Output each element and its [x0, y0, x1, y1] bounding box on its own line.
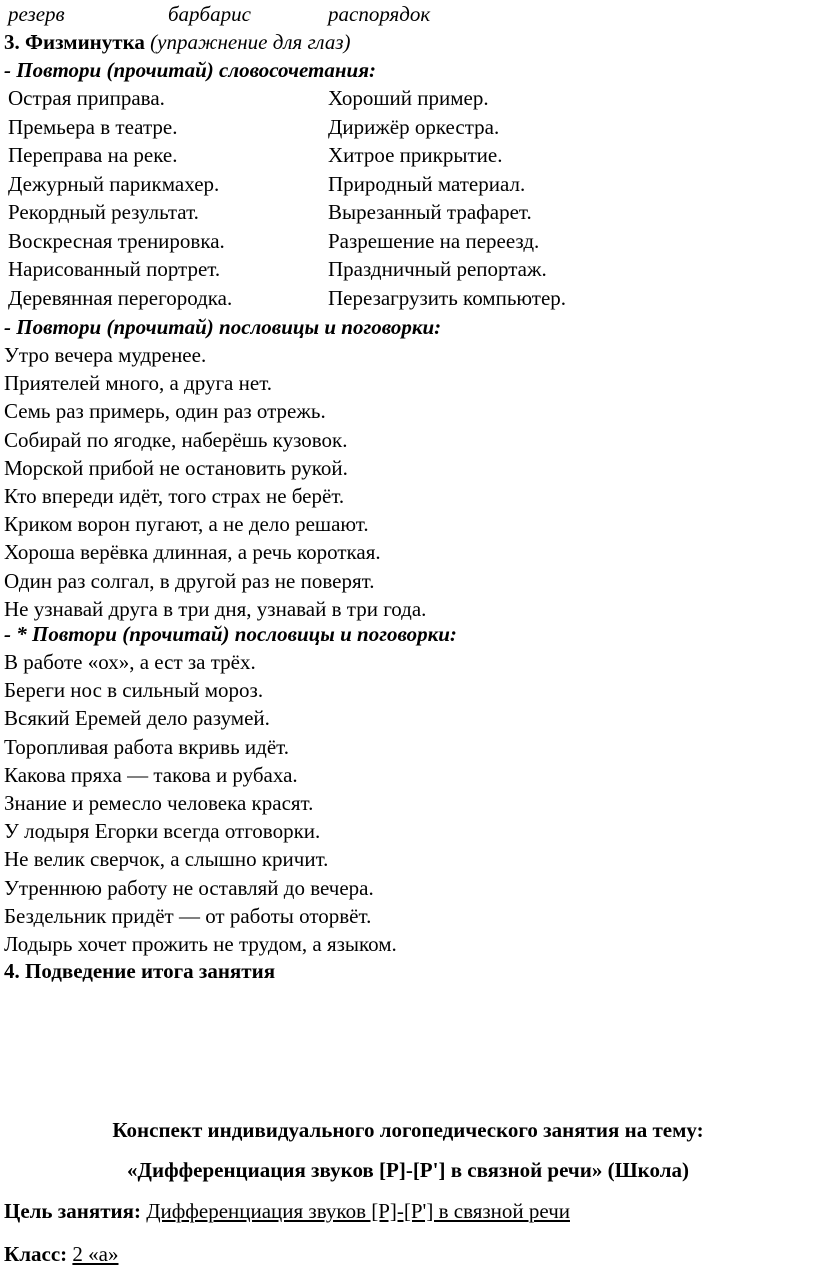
- proverb-line: Всякий Еремей дело разумей.: [4, 706, 270, 731]
- word-item: барбарис: [168, 2, 251, 26]
- konspekt-title-line-2: «Дифференциация звуков [Р]-[Р'] в связной речи» (Школа): [127, 1158, 689, 1182]
- proverb-line: Морской прибой не остановить рукой.: [4, 455, 348, 480]
- phrase-right: Праздничный репортаж.: [328, 257, 547, 281]
- section-3-title: 3. Физминутка: [4, 30, 145, 54]
- phrases-heading: - Повтори (прочитай) словосочетания:: [4, 58, 377, 82]
- word-list-row: [168, 4, 251, 25]
- proverb-line: Хороша верёвка длинная, а речь короткая.: [4, 540, 381, 565]
- section-3-heading: [4, 32, 351, 53]
- proverb-line: Один раз солгал, в другой раз не поверят.: [4, 568, 375, 593]
- proverb-line: Собирай по ягодке, наберёшь кузовок.: [4, 427, 348, 452]
- phrase-left: Переправа на реке.: [8, 143, 178, 167]
- phrase-left: Премьера в театре.: [8, 114, 178, 139]
- goal-value: Дифференциация звуков [Р]-[Р'] в связной речи: [146, 1199, 570, 1223]
- section-3-subtitle: (упражнение для глаз): [150, 30, 351, 54]
- proverb-line: Кто впереди идёт, того страх не берёт.: [4, 484, 345, 508]
- proverb-line: Утреннюю работу не оставляй до вечера.: [4, 875, 374, 900]
- phrase-right: Хитрое прикрытие.: [328, 143, 503, 167]
- phrase-left: Деревянная перегородка.: [8, 285, 233, 310]
- proverb-line: Береги нос в сильный мороз.: [4, 678, 264, 703]
- proverb-line: Семь раз примерь, один раз отрежь.: [4, 399, 326, 424]
- proverbs-heading-2-prefix: - *: [4, 622, 32, 646]
- proverb-line: В работе «ох», а ест за трёх.: [4, 650, 256, 674]
- phrase-right: Вырезанный трафарет.: [328, 200, 532, 224]
- proverb-line: Приятелей много, а друга нет.: [4, 371, 273, 396]
- goal-label: Цель занятия:: [4, 1199, 141, 1223]
- proverbs-heading-2: [4, 624, 457, 645]
- word-list-row: [328, 4, 430, 25]
- proverb-line: Криком ворон пугают, а не дело решают.: [4, 512, 369, 537]
- proverb-line: Бездельник придёт — от работы оторвёт.: [4, 903, 372, 928]
- proverb-line: Торопливая работа вкривь идёт.: [4, 734, 289, 759]
- phrase-left: Дежурный парикмахер.: [8, 171, 220, 196]
- phrase-left: Нарисованный портрет.: [8, 257, 221, 281]
- proverb-line: Лодырь хочет прожить не трудом, а языком.: [4, 932, 397, 956]
- word-item: резерв: [8, 2, 65, 26]
- proverb-line: Знание и ремесло человека красят.: [4, 791, 314, 815]
- proverb-line: Утро вечера мудренее.: [4, 343, 207, 367]
- class-row: [4, 1244, 118, 1265]
- word-item: распорядок: [328, 2, 431, 26]
- proverb-line: У лодыря Егорки всегда отговорки.: [4, 819, 321, 844]
- proverbs-heading-1: - Повтори (прочитай) пословицы и поговорки:: [4, 315, 442, 339]
- phrase-right: Перезагрузить компьютер.: [328, 285, 567, 310]
- goal-row: [4, 1201, 584, 1222]
- class-label: Класс:: [4, 1242, 68, 1266]
- phrase-right: Хороший пример.: [328, 86, 489, 110]
- proverb-line: Не велик сверчок, а слышно кричит.: [4, 847, 329, 872]
- proverbs-heading-2-text: Повтори (прочитай) пословицы и поговорки:: [32, 622, 457, 646]
- phrase-left: Рекордный результат.: [8, 200, 199, 224]
- proverb-line: Какова пряха — такова и рубаха.: [4, 762, 298, 787]
- proverb-line: Не узнавай друга в три дня, узнавай в три года.: [4, 596, 427, 621]
- phrase-right: Разрешение на переезд.: [328, 228, 540, 253]
- class-value: 2 «а»: [72, 1242, 119, 1266]
- konspekt-title-line-1: Конспект индивидуального логопедического занятия на тему:: [112, 1118, 704, 1142]
- phrase-right: Дирижёр оркестра.: [328, 114, 500, 139]
- phrase-left: Острая приправа.: [8, 86, 165, 110]
- section-4-heading: 4. Подведение итога занятия: [4, 959, 276, 983]
- phrase-right: Природный материал.: [328, 171, 526, 196]
- phrase-left: Воскресная тренировка.: [8, 228, 225, 253]
- word-list-row: [8, 4, 65, 25]
